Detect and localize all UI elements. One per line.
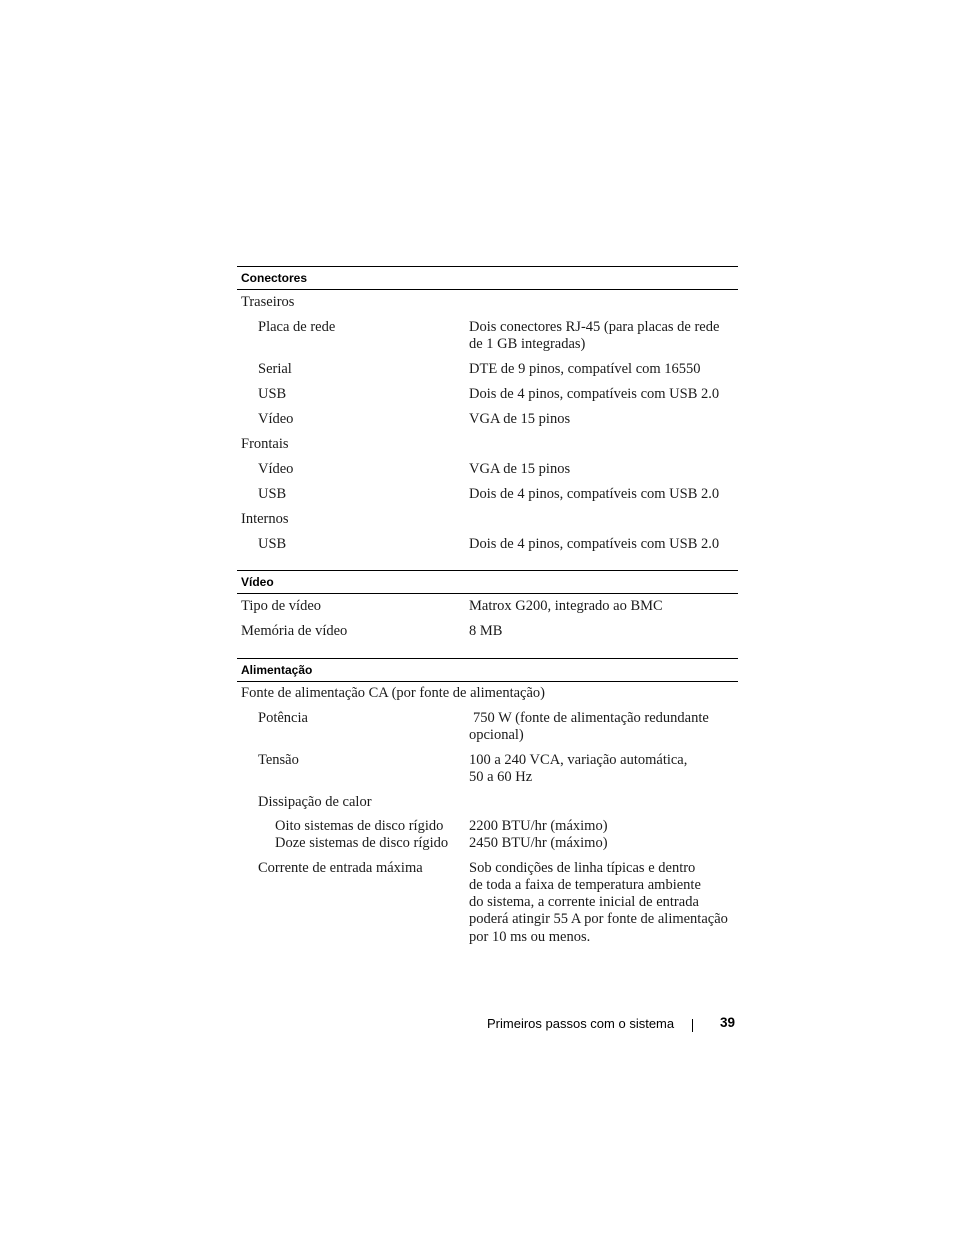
row-label-memoria-de-video: Memória de vídeo bbox=[241, 623, 348, 639]
group-label-internos: Internos bbox=[241, 511, 289, 527]
row-value-tensao-line2: 50 a 60 Hz bbox=[469, 769, 533, 785]
row-label-tensao: Tensão bbox=[258, 752, 299, 768]
row-label-usb-interno: USB bbox=[258, 536, 287, 552]
section-header-video bbox=[237, 570, 738, 594]
row-value-serial: DTE de 9 pinos, compatível com 16550 bbox=[469, 361, 701, 377]
section-title-alimentacao: Alimentação bbox=[241, 663, 313, 677]
row-value-corrente-line3: do sistema, a corrente inicial de entrada bbox=[469, 894, 699, 910]
row-value-usb-frontal: Dois de 4 pinos, compatíveis com USB 2.0 bbox=[469, 486, 720, 502]
row-value-usb-traseiro: Dois de 4 pinos, compatíveis com USB 2.0 bbox=[469, 386, 720, 402]
row-label-corrente-de-entrada: Corrente de entrada máxima bbox=[258, 860, 423, 876]
row-value-usb-interno: Dois de 4 pinos, compatíveis com USB 2.0 bbox=[469, 536, 720, 552]
row-value-potencia-line2: opcional) bbox=[469, 727, 524, 743]
footer-page-number: 39 bbox=[720, 1015, 736, 1030]
row-value-memoria-de-video: 8 MB bbox=[469, 623, 503, 639]
footer-divider bbox=[692, 1019, 693, 1032]
section-title-video: Vídeo bbox=[241, 575, 274, 589]
row-value-corrente-line1: Sob condições de linha típicas e dentro bbox=[469, 860, 696, 876]
row-value-oito-discos: 2200 BTU/hr (máximo) bbox=[469, 818, 608, 834]
row-value-placa-de-rede-line1: Dois conectores RJ-45 (para placas de rede bbox=[469, 319, 720, 335]
row-value-potencia-line1: 750 W (fonte de alimentação redundante bbox=[473, 710, 709, 726]
row-label-dissipacao-de-calor: Dissipação de calor bbox=[258, 794, 372, 810]
section-header-alimentacao bbox=[237, 658, 738, 682]
row-value-video-traseiro: VGA de 15 pinos bbox=[469, 411, 571, 427]
section-header-conectores bbox=[237, 266, 738, 290]
section-title-conectores: Conectores bbox=[241, 271, 308, 285]
row-value-corrente-line5: por 10 ms ou menos. bbox=[469, 929, 591, 945]
row-value-video-frontal: VGA de 15 pinos bbox=[469, 461, 571, 477]
group-label-traseiros: Traseiros bbox=[241, 294, 295, 310]
row-label-usb-frontal: USB bbox=[258, 486, 287, 502]
row-label-doze-discos: Doze sistemas de disco rígido bbox=[275, 835, 449, 851]
row-label-potencia: Potência bbox=[258, 710, 308, 726]
row-value-placa-de-rede-line2: de 1 GB integradas) bbox=[469, 336, 586, 352]
group-label-frontais: Frontais bbox=[241, 436, 289, 452]
row-label-tipo-de-video: Tipo de vídeo bbox=[241, 598, 322, 614]
row-value-tipo-de-video: Matrox G200, integrado ao BMC bbox=[469, 598, 663, 614]
row-value-doze-discos: 2450 BTU/hr (máximo) bbox=[469, 835, 608, 851]
row-value-corrente-line2: de toda a faixa de temperatura ambiente bbox=[469, 877, 701, 893]
row-label-oito-discos: Oito sistemas de disco rígido bbox=[275, 818, 444, 834]
row-value-corrente-line4: poderá atingir 55 A por fonte de alimentação bbox=[469, 911, 728, 927]
row-label-usb-traseiro: USB bbox=[258, 386, 287, 402]
row-label-placa-de-rede: Placa de rede bbox=[258, 319, 336, 335]
row-value-tensao-line1: 100 a 240 VCA, variação automática, bbox=[469, 752, 688, 768]
row-label-video-traseiro: Vídeo bbox=[258, 411, 294, 427]
row-label-serial: Serial bbox=[258, 361, 292, 377]
group-label-fonte-ca: Fonte de alimentação CA (por fonte de alimentação) bbox=[241, 685, 545, 701]
footer-chapter-title: Primeiros passos com o sistema bbox=[487, 1016, 675, 1031]
row-label-video-frontal: Vídeo bbox=[258, 461, 294, 477]
